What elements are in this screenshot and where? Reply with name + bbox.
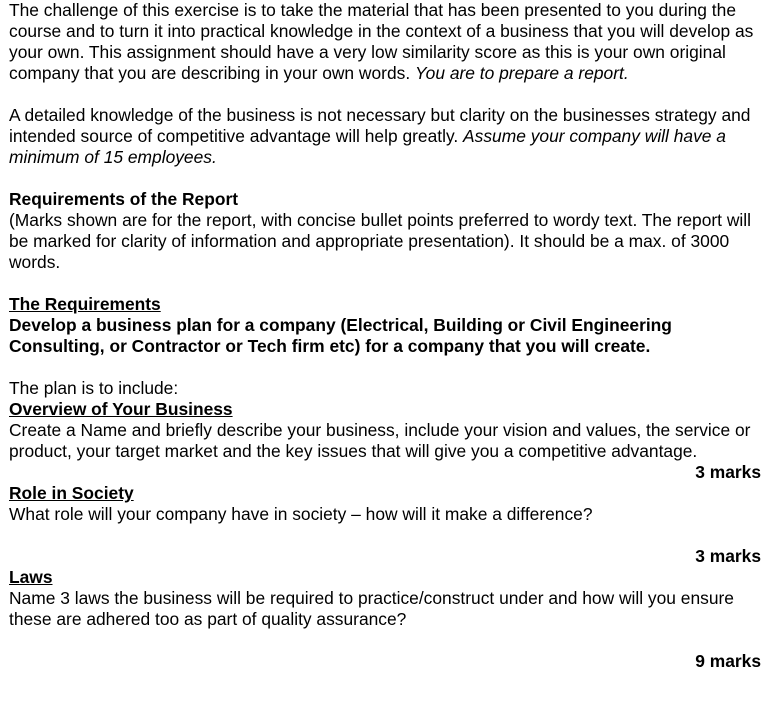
society-body: What role will your company have in society – how will it make a difference?: [9, 504, 593, 524]
requirements-heading: The Requirements: [9, 294, 161, 314]
intro-text: The challenge of this exercise is to take the material that has been presented to you during the course and to turn it into practical knowledge in the context of a business that you will develop as your own. This assignment should have a very low similarity score as this is your own original company that you are describing in your own words.: [9, 0, 754, 83]
spacer: [9, 525, 761, 546]
knowledge-text: A detailed knowledge of the business is not necessary but clarity on the businesses strategy and intended source of competitive advantage will help greatly.: [9, 105, 751, 146]
report-requirements-body: (Marks shown are for the report, with concise bullet points preferred to wordy text. The report will be marked for clarity of information and appropriate presentation). It should be a max. of 3000 words.: [9, 210, 751, 272]
spacer: [9, 357, 761, 378]
laws-heading: Laws: [9, 567, 53, 587]
spacer: [9, 630, 761, 651]
laws-body: Name 3 laws the business will be required to practice/construct under and how will you ensure these are adhered too as part of quality assurance?: [9, 588, 734, 629]
overview-body: Create a Name and briefly describe your business, include your vision and values, the service or product, your target market and the key issues that will give you a competitive advantage.: [9, 420, 751, 461]
intro-paragraph: [9, 0, 761, 84]
society-heading: Role in Society: [9, 483, 134, 503]
intro-italic-text: You are to prepare a report.: [415, 63, 629, 83]
laws-marks: 9 marks: [695, 651, 761, 671]
overview-heading: Overview of Your Business: [9, 399, 233, 419]
requirements-body: Develop a business plan for a company (Electrical, Building or Civil Engineering Consulting, or Contractor or Tech firm etc) for a company that you will create.: [9, 315, 672, 356]
knowledge-paragraph: [9, 105, 761, 168]
society-marks: 3 marks: [695, 546, 761, 566]
spacer: [9, 273, 761, 294]
spacer: [9, 168, 761, 189]
plan-intro: The plan is to include:: [9, 378, 179, 398]
spacer: [9, 84, 761, 105]
knowledge-italic-text: Assume your company will have a minimum of 15 employees.: [9, 126, 726, 167]
overview-marks: 3 marks: [695, 462, 761, 482]
report-requirements-heading: Requirements of the Report: [9, 189, 238, 209]
